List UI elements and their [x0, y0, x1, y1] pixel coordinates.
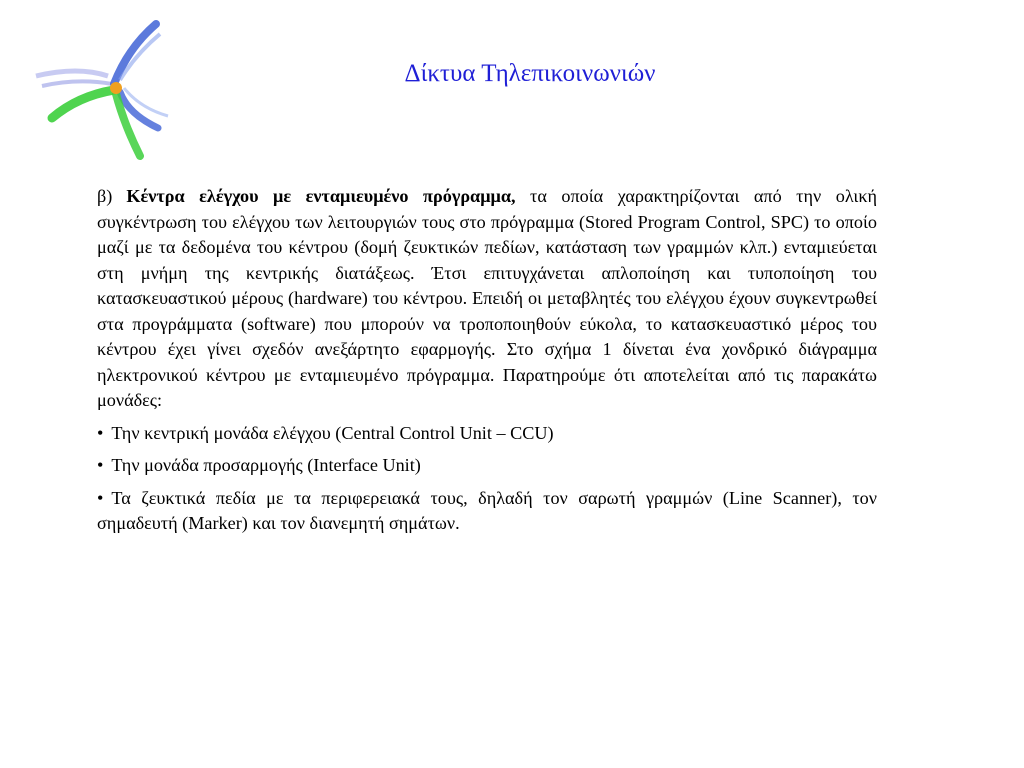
bullet-text: Την μονάδα προσαρμογής (Interface Unit)	[111, 455, 421, 475]
list-marker: β)	[97, 186, 113, 206]
slide-title: Δίκτυα Τηλεπικοινωνιών	[404, 60, 656, 87]
bullet-icon: •	[97, 455, 104, 475]
intro-paragraph	[97, 184, 877, 414]
intro-bold-heading: Κέντρα ελέγχου με ενταμιευμένο πρόγραμμα,	[126, 186, 516, 206]
slide-body	[97, 184, 877, 544]
list-item	[97, 486, 877, 537]
bullet-text: Τα ζευκτικά πεδία με τα περιφερειακά τους, δηλαδή τον σαρωτή γραμμών (Line Scanner), τον σημαδευτή (Marker) και τον διανεμητή σημάτων.	[97, 487, 877, 533]
star-cross-logo-icon	[28, 18, 178, 163]
list-item	[97, 453, 877, 479]
bullet-text: Την κεντρική μονάδα ελέγχου (Central Control Unit – CCU)	[111, 422, 554, 443]
list-item	[97, 421, 877, 447]
intro-text: τα οποία χαρακτηρίζονται από την ολική συγκέντρωση του ελέγχου των λειτουργιών τους στο πρόγραμμα (Stored Program Control, SPC) το οποίο μαζί με τα δεδομένα του κέντρου (δομή ζευκτικών πεδίων, κατάσταση των γραμμών κλπ.) ενταμιεύεται στη μνήμη της κεντρικής διατάξεως. Έτσι επιτυγχάνεται απλοποίηση και τυποποίηση του κατασκευαστικού μέρους (hardware) του κέντρου. Επειδή οι μεταβλητές του ελέγχου έχουν συγκεντρωθεί στα προγράμματα (software) που μπορούν να τροποποιηθούν εύκολα, το κατασκευαστικό μέρος του κέντρου έχει γίνει σχεδόν ανεξάρτητο εφαρμογής. Στο σχήμα 1 δίνεται ένα χονδρικό διάγραμμα ηλεκτρονικού κέντρου με ενταμιευμένο πρόγραμμα. Παρατηρούμε ότι αποτελείται από τις παρακάτω μονάδες:	[97, 186, 877, 410]
bullet-icon: •	[97, 487, 104, 508]
bullet-icon: •	[97, 422, 104, 443]
